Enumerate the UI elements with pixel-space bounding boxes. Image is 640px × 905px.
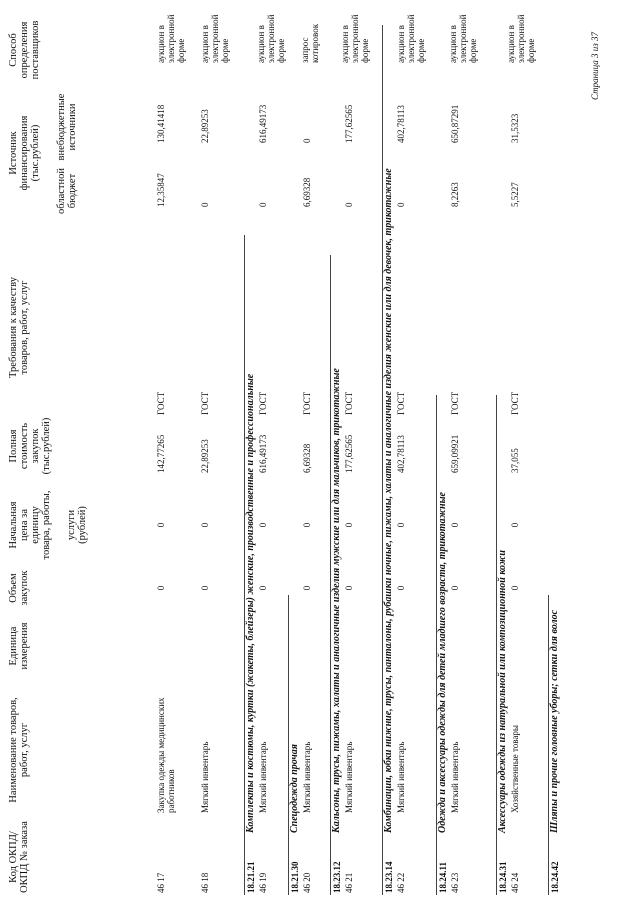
header-name: Наименование товаров, работ, услуг [8, 697, 30, 803]
category-code: 18.24.42 [550, 861, 560, 893]
row-extra: 22,89253 [200, 109, 210, 143]
row-name: Мягкий инвентарь [344, 741, 354, 813]
category-title: Комбинации, юбки нижние, трусы, панталоны, рубашки ночные, пижамы, халаты и аналогичные изделия женские или для девочек, трикотажные [383, 168, 394, 833]
row-code: 46 22 [396, 872, 406, 893]
row-code: 46 19 [258, 872, 268, 893]
category-code: 18.21.21 [246, 861, 256, 893]
header-price: Начальная цена за единицу товара, работы, [8, 490, 52, 560]
row-volume: 0 [302, 585, 312, 591]
header-quality: Требования к качеству товаров, работ, услуг [8, 277, 30, 378]
row-quality: ГОСТ [450, 391, 460, 415]
row-extra: 130,41418 [156, 104, 166, 143]
row-name: Закупка одежды медицинских работников [156, 697, 176, 813]
row-regional: 0 [258, 202, 268, 207]
row-method: аукцион в электронной форме [156, 14, 186, 63]
category-title: Аксессуары одежды из натуральной или композиционной кожи [497, 550, 508, 833]
row-method: аукцион в электронной форме [256, 14, 286, 63]
row-quality: ГОСТ [156, 391, 166, 415]
row-price: 0 [344, 522, 354, 528]
page-number: Страница 3 из 37 [590, 32, 600, 100]
row-volume: 0 [396, 585, 406, 591]
row-name: Мягкий инвентарь [450, 741, 460, 813]
row-extra: 616,49173 [258, 104, 268, 143]
header-unit: Единица измерения [8, 622, 30, 670]
header-funding-regional: областной бюджет [56, 168, 78, 214]
row-quality: ГОСТ [200, 391, 210, 415]
row-code: 46 24 [510, 872, 520, 893]
row-volume: 0 [258, 585, 268, 591]
header-funding: Источник финансирования (тыс.рублей) [8, 115, 41, 191]
row-extra: 0 [302, 138, 312, 143]
category-title: Одежда и аксессуары одежды для детей младшего возраста, трикотажные [437, 492, 448, 833]
header-total: Полная стоимость закупок (тыс.рублей) [8, 417, 52, 475]
row-price: 0 [258, 522, 268, 528]
header-code: Код ОКПД/ ОКПД № заказа [8, 821, 30, 893]
category-title: Спецодежда прочая [289, 744, 300, 833]
row-price: 0 [302, 522, 312, 528]
row-code: 46 18 [200, 872, 210, 893]
row-volume: 0 [156, 585, 166, 591]
row-volume: 0 [200, 585, 210, 591]
category-title: Комплекты и костюмы, куртки (жакеты, блейзеры) женские, производственные и профессиональные [245, 373, 256, 833]
row-code: 46 20 [302, 872, 312, 893]
row-volume: 0 [510, 585, 520, 591]
row-method: аукцион в электронной форме [396, 14, 426, 63]
row-price: 0 [396, 522, 406, 528]
row-extra: 402,78113 [396, 105, 406, 143]
row-total: 177,62565 [344, 434, 354, 473]
row-total: 402,78113 [396, 435, 406, 473]
row-code: 46 23 [450, 872, 460, 893]
row-regional: 0 [200, 202, 210, 207]
header-funding-extra: внебюджетные источники [56, 93, 78, 161]
row-total: 6,69328 [302, 443, 312, 473]
row-extra: 177,62565 [344, 104, 354, 143]
row-total: 659,09921 [450, 434, 460, 473]
category-title: Кальсоны, трусы, пижамы, халаты и аналогичные изделия мужские или для мальчиков, трикотажные [331, 368, 342, 833]
row-quality: ГОСТ [396, 391, 406, 415]
row-method: аукцион в электронной форме [506, 14, 536, 63]
category-code: 18.24.31 [498, 861, 508, 893]
row-name: Мягкий инвентарь [302, 741, 312, 813]
row-quality: ГОСТ [258, 391, 268, 415]
row-total: 37,055 [510, 448, 520, 473]
row-method: запрос котировок [300, 23, 320, 63]
row-code: 46 21 [344, 872, 354, 893]
row-total: 616,49173 [258, 434, 268, 473]
category-code: 18.24.11 [438, 861, 448, 893]
row-price: 0 [510, 522, 520, 528]
row-total: 22,89253 [200, 439, 210, 473]
row-volume: 0 [450, 585, 460, 591]
row-price: 0 [450, 522, 460, 528]
row-price: 0 [156, 522, 166, 528]
row-total: 142,77265 [156, 434, 166, 473]
row-regional: 5,5227 [510, 182, 520, 207]
category-title: Шляпы и прочие головные уборы; сетки для волос [549, 609, 560, 833]
row-regional: 12,35847 [156, 173, 166, 207]
category-code: 18.21.30 [290, 861, 300, 893]
row-quality: ГОСТ [344, 391, 354, 415]
row-regional: 8,2263 [450, 182, 460, 207]
row-method: аукцион в электронной форме [448, 14, 478, 63]
row-method: аукцион в электронной форме [200, 14, 230, 63]
row-name: Мягкий инвентарь [396, 741, 406, 813]
row-price: 0 [200, 522, 210, 528]
row-regional: 0 [396, 202, 406, 207]
row-method: аукцион в электронной форме [340, 14, 370, 63]
header-volume: Объем закупок [8, 570, 30, 606]
category-code: 18.23.12 [332, 861, 342, 893]
row-name: Мягкий инвентарь [200, 741, 210, 813]
category-code: 18.23.14 [384, 861, 394, 893]
row-volume: 0 [344, 585, 354, 591]
row-regional: 0 [344, 202, 354, 207]
row-quality: ГОСТ [302, 391, 312, 415]
row-name: Мягкий инвентарь [258, 741, 268, 813]
row-quality: ГОСТ [510, 391, 520, 415]
row-code: 46 17 [156, 872, 166, 893]
header-method: Способ определения поставщиков [8, 20, 41, 80]
header-price-sub: услуги (рублей) [66, 506, 88, 544]
row-regional: 6,69328 [302, 177, 312, 207]
row-name: Хозяйственные товары [510, 725, 520, 813]
row-extra: 650,87291 [450, 104, 460, 143]
row-extra: 31,5323 [510, 113, 520, 143]
